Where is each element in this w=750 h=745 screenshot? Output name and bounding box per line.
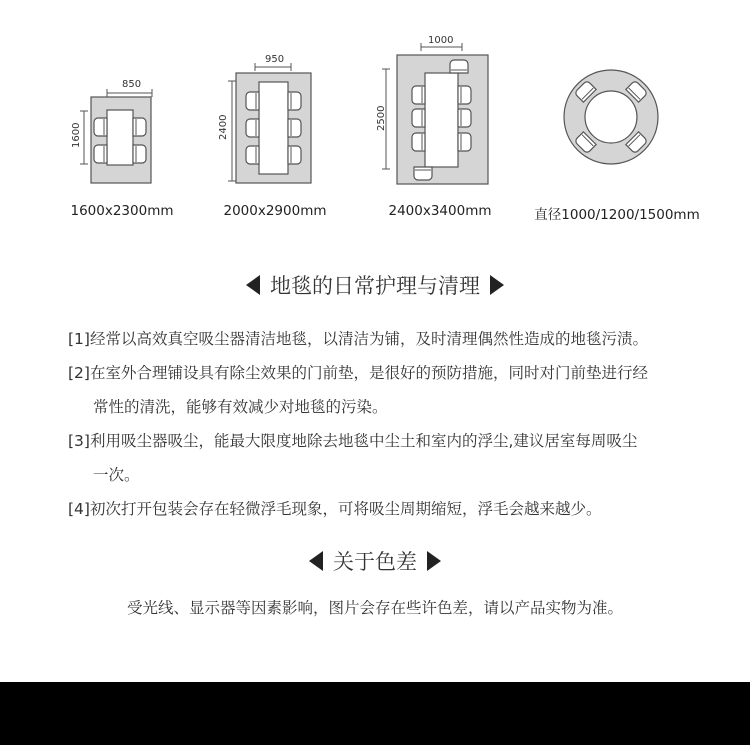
- care-item-text: [3]利用吸尘器吸尘，能最大限度地除去地毯中尘土和室内的浮尘,建议居室每周吸尘: [68, 432, 638, 450]
- rug-3-diagram: [376, 35, 488, 184]
- care-item-4: [68, 492, 708, 526]
- color-section-heading: [0, 546, 750, 576]
- rug-diagrams-svg: [0, 0, 750, 230]
- rug-1-width-dim: 850: [122, 79, 142, 90]
- care-item-text-cont: 一次。: [93, 466, 140, 484]
- care-item-2: [68, 356, 708, 424]
- care-item-text: [1]经常以高效真空吸尘器清洁地毯，以清洁为铺，及时清理偶然性造成的地毯污渍。: [68, 330, 648, 348]
- triangle-right-icon: [427, 551, 441, 571]
- care-item-text-cont: 常性的清洗，能够有效减少对地毯的污染。: [93, 398, 388, 416]
- care-section-title: 地毯的日常护理与清理: [270, 274, 480, 298]
- rug-2-width-dim: 950: [265, 54, 285, 65]
- rug-2-size-label: 2000x2900mm: [223, 203, 327, 219]
- rug-1-length-dim: 1600: [71, 122, 82, 148]
- rug-2-diagram: [218, 54, 311, 183]
- color-section-title: 关于色差: [333, 550, 417, 574]
- triangle-left-icon: [309, 551, 323, 571]
- care-item-text: [4]初次打开包装会存在轻微浮毛现象，可将吸尘周期缩短，浮毛会越来越少。: [68, 500, 602, 518]
- care-item-1: [68, 322, 708, 356]
- rug-4-size-label: 直径1000/1200/1500mm: [534, 207, 700, 223]
- rug-1-size-label: 1600x2300mm: [70, 203, 174, 219]
- rug-2-length-dim: 2400: [218, 114, 229, 140]
- triangle-left-icon: [246, 275, 260, 295]
- rug-4-diagram: [564, 70, 658, 164]
- care-section-heading: [0, 270, 750, 300]
- care-item-text: [2]在室外合理铺设具有除尘效果的门前垫，是很好的预防措施，同时对门前垫进行经: [68, 364, 648, 382]
- rug-3-length-dim: 2500: [376, 105, 387, 131]
- footer-bar: [0, 682, 750, 745]
- rug-3-width-dim: 1000: [428, 35, 454, 46]
- rug-size-diagrams: [0, 0, 750, 230]
- triangle-right-icon: [490, 275, 504, 295]
- rug-1-diagram: [71, 79, 152, 183]
- rug-3-size-label: 2400x3400mm: [388, 203, 492, 219]
- color-difference-note: 受光线、显示器等因素影响，图片会存在些许色差，请以产品实物为准。: [126, 599, 623, 617]
- care-instructions-list: [68, 322, 708, 526]
- care-item-3: [68, 424, 708, 492]
